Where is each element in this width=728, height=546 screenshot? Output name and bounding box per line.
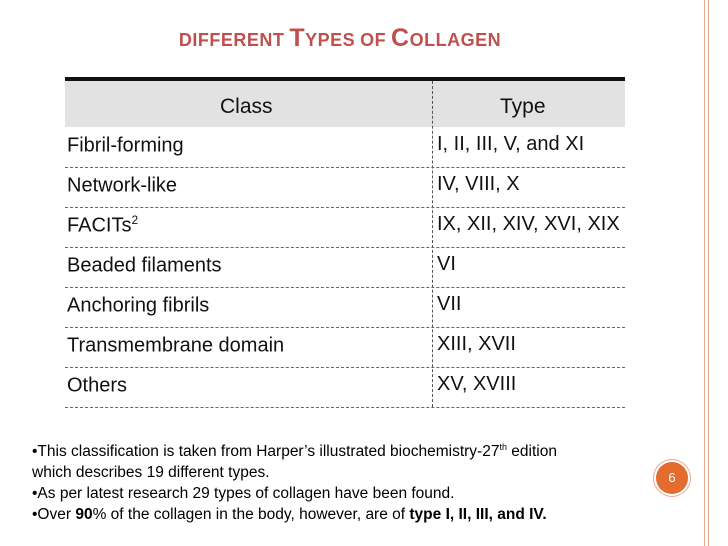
table-row [65,367,625,408]
header-class: Class [220,95,273,118]
slide-border-line [704,0,705,546]
page-number-badge: 6 [656,462,688,494]
row-class: Fibril-forming [67,134,184,157]
table-row [65,167,625,208]
table-header [65,81,625,127]
table-row [65,247,625,288]
row-class: Beaded filaments [67,254,222,277]
title-prefix: DIFFERENT [178,30,285,50]
row-class: Transmembrane domain [67,334,285,357]
row-type: IX, XII, XIV, XVI, XIX [437,213,620,235]
row-type: IV, VIII, X [437,173,520,195]
collagen-table [65,77,625,407]
row-type: I, II, III, V, and XI [437,133,585,155]
table-row [65,127,625,168]
note-line: •This classification is taken from Harper’s illustrated biochemistry-27th edition [32,442,557,461]
note-line: which describes 19 different types. [32,464,270,482]
table-row [65,287,625,328]
row-class: FACITs$^2$ [67,213,139,237]
row-type: XIII, XVII [437,333,516,355]
note-line: •As per latest research 29 types of collagen have been found. [32,485,455,503]
title-word1-initial: T [289,24,306,52]
title-of: OF [360,30,387,50]
row-class: Others [67,374,128,397]
row-type: VI [437,253,456,275]
table-row [65,207,625,248]
header-type: Type [500,95,546,118]
title-word2-initial: C [391,24,410,52]
slide-border-line [708,0,709,546]
title-word1-rest: YPES [305,30,356,50]
row-type: VII [437,293,462,315]
row-type: XV, XVIII [437,373,517,395]
row-class: Network-like [67,174,178,197]
title-word2-rest: OLLAGEN [409,30,502,50]
notes-text [32,437,672,525]
table-row [65,327,625,368]
slide-title [0,24,680,53]
note-line: •Over 90% of the collagen in the body, however, are of type I, II, III, and IV. [32,506,547,524]
row-class: Anchoring fibrils [67,294,210,317]
